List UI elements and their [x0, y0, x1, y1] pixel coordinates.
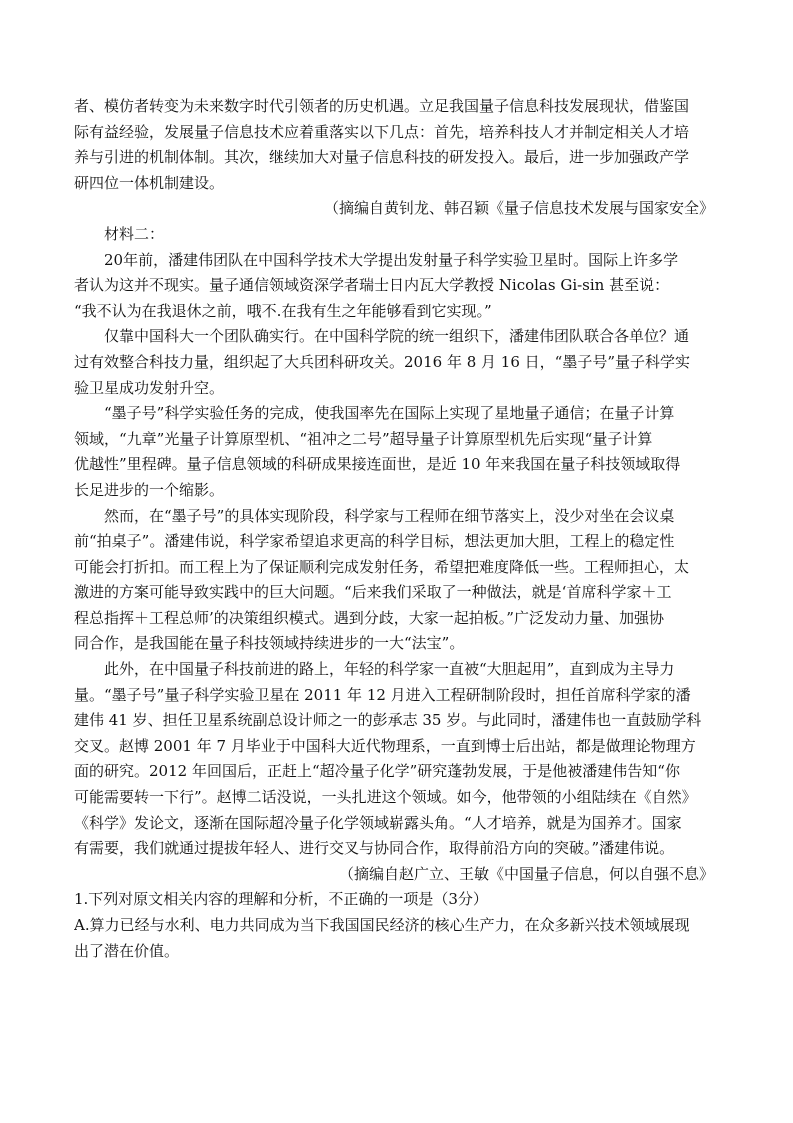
- answer-option-a: A.算力已经与水利、电力共同成为当下我国国民经济的核心生产力，在众多新兴技术领域展现: [74, 916, 690, 934]
- answer-option-a: 出了潜在价值。: [74, 941, 180, 960]
- paragraph-line: 者认为这并不现实。量子通信领域资深学者瑞士日内瓦大学教授 Nicolas Gi-sin 甚至说：: [74, 276, 670, 295]
- paragraph-line: 可能会打折扣。而工程上为了保证顺利完成发射任务，希望把难度降低一些。工程师担心，太: [74, 557, 690, 576]
- paragraph-line: 《科学》发论文，逐渐在国际超冷量子化学领域崭露头角。“人才培养，就是为国养才。国家: [74, 813, 682, 832]
- paragraph-line: “墨子号”科学实验任务的完成，使我国率先在国际上实现了星地量子通信；在量子计算: [104, 404, 675, 423]
- text-body: [74, 94, 726, 964]
- paragraph-line: 同合作，是我国能在量子科技领域持续进步的一大“法宝”。: [74, 634, 465, 653]
- paragraph-line: 20年前，潘建伟团队在中国科学技术大学提出发射量子科学实验卫星时。国际上许多学: [104, 250, 679, 269]
- paragraph-line: 激进的方案可能导致实践中的巨大问题。“后来我们采取了一种做法，就是‘首席科学家＋工: [74, 583, 672, 602]
- paragraph-line: 有需要，我们就通过提拔年轻人、进行交叉与协同合作，取得前沿方向的突破。”潘建伟说。: [74, 839, 675, 858]
- paragraph-line: 仅靠中国科大一个团队确实行。在中国科学院的统一组织下，潘建伟团队联合各单位？通: [104, 327, 690, 346]
- paragraph-line: 然而，在“墨子号”的具体实现阶段，科学家与工程师在细节落实上，没少对坐在会议桌: [104, 506, 675, 525]
- paragraph-line: 优越性”里程碑。量子信息领域的科研成果接连面世，是近 10 年来我国在量子科技领域取得: [74, 455, 681, 474]
- paragraph-line: 前“拍桌子”。潘建伟说，科学家希望追求更高的科学目标，想法更加大胆，工程上的稳定性: [74, 532, 675, 551]
- paragraph-line: 交叉。赵博 2001 年 7 月毕业于中国科大近代物理系，一直到博士后出站，都是做理论物理方: [74, 736, 696, 755]
- paragraph-line: 量。“墨子号”量子科学实验卫星在 2011 年 12 月进入工程研制阶段时，担任首席科学家的潘: [74, 685, 691, 704]
- paragraph-line: 此外，在中国量子科技前进的路上，年轻的科学家一直被“大胆起用”，直到成为主导力: [104, 660, 675, 679]
- paragraph-line: 验卫星成功发射升空。: [74, 378, 225, 397]
- paragraph-line: 面的研究。2012 年回国后，正赶上“超冷量子化学”研究蓬勃发展，于是他被潘建伟告知“你: [74, 762, 680, 781]
- paragraph-line: 建伟 41 岁、担任卫星系统副总设计师之一的彭承志 35 岁。与此同时，潘建伟也一直鼓励学科: [74, 711, 702, 730]
- paragraph-line: 养与引进的机制体制。其次，继续加大对量子信息科技的研发投入。最后，进一步加强政产学: [74, 148, 690, 167]
- section-heading: 材料二：: [104, 224, 165, 243]
- source-citation: （摘编自黄钊龙、韩召颖《量子信息技术发展与国家安全》: [323, 199, 714, 218]
- paragraph-line: 过有效整合科技力量，组织起了大兵团科研攻关。2016 年 8 月 16 日，“墨子号”量子科学实: [74, 352, 690, 371]
- paragraph-line: 领域，“九章”光量子计算原型机、“祖冲之二号”超导量子计算原型机先后实现“量子计算: [74, 429, 653, 448]
- source-citation: （摘编自赵广立、王敏《中国量子信息，何以自强不息》: [338, 864, 714, 883]
- paragraph-line: “我不认为在我退休之前，哦不.在我有生之年能够看到它实现。”: [74, 301, 492, 320]
- paragraph-line: 际有益经验，发展量子信息技术应着重落实以下几点：首先，培养科技人才并制定相关人才培: [74, 122, 690, 141]
- paragraph-line: 者、模仿者转变为未来数字时代引领者的历史机遇。立足我国量子信息科技发展现状，借鉴国: [74, 97, 690, 115]
- paragraph-line: 程总指挥＋工程总师’的决策组织模式。遇到分歧，大家一起拍板。”广泛发动力量、加强协: [74, 608, 664, 627]
- question-stem: 1.下列对原文相关内容的理解和分析，不正确的一项是（3分）: [74, 890, 488, 909]
- paragraph-line: 研四位一体机制建设。: [74, 173, 225, 192]
- paragraph-line: 可能需要转一下行”。赵博二话没说，一头扎进这个领域。如今，他带领的小组陆续在《自然》: [74, 788, 697, 807]
- paragraph-line: 长足进步的一个缩影。: [74, 480, 225, 499]
